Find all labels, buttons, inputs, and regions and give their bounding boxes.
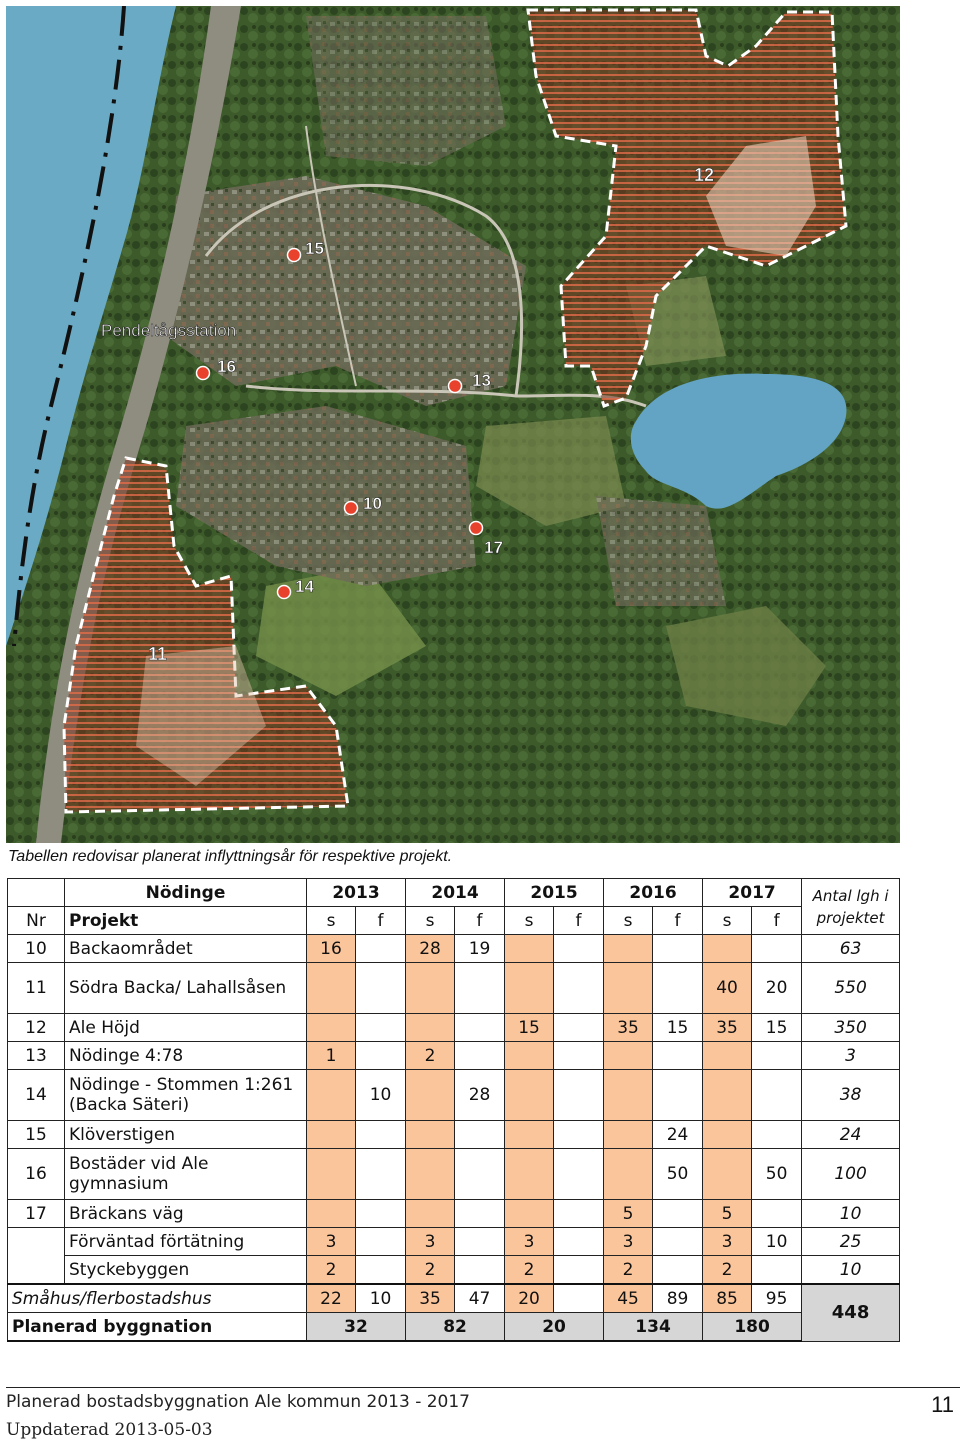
cell	[752, 1256, 802, 1285]
cell: 89	[653, 1284, 703, 1313]
table-row	[8, 1014, 900, 1042]
page-number: 11	[931, 1392, 954, 1417]
s-header: s	[406, 907, 455, 935]
row-total: 10	[802, 1256, 900, 1285]
f-header: f	[653, 907, 703, 935]
cell	[653, 1200, 703, 1228]
year-header: 2017	[703, 879, 802, 907]
cell: 10	[356, 1284, 406, 1313]
s-header: s	[505, 907, 554, 935]
f-header: f	[752, 907, 802, 935]
table-row	[8, 1149, 900, 1200]
cell: 35	[703, 1014, 752, 1042]
marker-label: 16	[217, 357, 236, 376]
cell	[455, 1042, 505, 1070]
region-header: Nödinge	[65, 879, 307, 907]
cell: 28	[406, 935, 455, 963]
cell	[406, 1149, 455, 1200]
cell: 19	[455, 935, 505, 963]
cell: 35	[406, 1284, 455, 1313]
table-row	[8, 1228, 900, 1256]
cell	[554, 1042, 604, 1070]
projekt-header: Projekt	[65, 907, 307, 935]
year-total: 20	[505, 1313, 604, 1342]
cell	[455, 1121, 505, 1149]
row-nr: 11	[8, 963, 65, 1014]
row-project: Nödinge - Stommen 1:261 (Backa Säteri)	[65, 1070, 307, 1121]
smahus-label: Småhus/flerbostadshus	[8, 1284, 307, 1313]
cell: 24	[653, 1121, 703, 1149]
row-nr: 12	[8, 1014, 65, 1042]
cell	[752, 1200, 802, 1228]
cell	[554, 1200, 604, 1228]
cell	[752, 935, 802, 963]
cell: 3	[703, 1228, 752, 1256]
cell	[703, 1070, 752, 1121]
table-row	[8, 963, 900, 1014]
row-project: Förväntad förtätning	[65, 1228, 307, 1256]
cell	[307, 1200, 356, 1228]
marker-label: 17	[484, 538, 503, 557]
row-total: 63	[802, 935, 900, 963]
row-nr: 16	[8, 1149, 65, 1200]
cell: 16	[307, 935, 356, 963]
cell	[356, 1200, 406, 1228]
cell: 40	[703, 963, 752, 1014]
row-total: 25	[802, 1228, 900, 1256]
cell	[356, 1228, 406, 1256]
s-header: s	[703, 907, 752, 935]
row-project: Södra Backa/ Lahallsåsen	[65, 963, 307, 1014]
empty-cell	[8, 879, 65, 907]
cell	[356, 935, 406, 963]
cell	[505, 935, 554, 963]
planerad-row	[8, 1313, 900, 1342]
row-total: 550	[802, 963, 900, 1014]
cell	[554, 1121, 604, 1149]
cell: 2	[505, 1256, 554, 1285]
area-label-12: 12	[694, 165, 715, 185]
cell	[505, 1200, 554, 1228]
cell	[455, 1149, 505, 1200]
cell	[604, 963, 653, 1014]
table-caption: Tabellen redovisar planerat inflyttningsår för respektive projekt.	[8, 848, 453, 865]
cell	[653, 1256, 703, 1285]
grand-total: 448	[802, 1284, 900, 1341]
cell: 5	[604, 1200, 653, 1228]
cell: 20	[505, 1284, 554, 1313]
footer-date: Uppdaterad 2013-05-03	[6, 1420, 213, 1440]
cell	[307, 1121, 356, 1149]
cell	[406, 1014, 455, 1042]
cell	[505, 1070, 554, 1121]
cell	[307, 963, 356, 1014]
cell: 2	[604, 1256, 653, 1285]
cell	[307, 1149, 356, 1200]
cell	[554, 963, 604, 1014]
cell	[752, 1070, 802, 1121]
cell: 28	[455, 1070, 505, 1121]
year-total: 82	[406, 1313, 505, 1342]
planerad-label: Planerad byggnation	[8, 1313, 307, 1342]
s-header: s	[604, 907, 653, 935]
f-header: f	[455, 907, 505, 935]
cell	[505, 963, 554, 1014]
row-total: 24	[802, 1121, 900, 1149]
cell: 1	[307, 1042, 356, 1070]
marker-label: 15	[305, 239, 324, 258]
cell: 3	[307, 1228, 356, 1256]
cell	[356, 1121, 406, 1149]
cell	[307, 1014, 356, 1042]
cell	[703, 1149, 752, 1200]
cell: 10	[752, 1228, 802, 1256]
cell	[505, 1149, 554, 1200]
area-label-11: 11	[148, 644, 168, 664]
row-nr: 13	[8, 1042, 65, 1070]
table-row	[8, 1256, 900, 1285]
cell	[752, 1121, 802, 1149]
cell	[604, 1042, 653, 1070]
row-total: 100	[802, 1149, 900, 1200]
cell	[604, 935, 653, 963]
row-project: Bostäder vid Ale gymnasium	[65, 1149, 307, 1200]
cell	[554, 1149, 604, 1200]
cell	[554, 935, 604, 963]
cell: 15	[505, 1014, 554, 1042]
year-total: 180	[703, 1313, 802, 1342]
antal-header: Antal lgh i projektet	[802, 879, 900, 935]
cell	[554, 1284, 604, 1313]
table-row	[8, 1200, 900, 1228]
row-project: Backaområdet	[65, 935, 307, 963]
cell: 3	[406, 1228, 455, 1256]
row-nr: 15	[8, 1121, 65, 1149]
f-header: f	[356, 907, 406, 935]
station-label: Pendeltågsstation	[101, 321, 237, 340]
cell	[406, 1200, 455, 1228]
year-header: 2014	[406, 879, 505, 907]
cell	[406, 1121, 455, 1149]
row-nr	[8, 1228, 65, 1256]
row-total: 10	[802, 1200, 900, 1228]
year-total: 134	[604, 1313, 703, 1342]
cell	[455, 1200, 505, 1228]
cell: 2	[406, 1256, 455, 1285]
year-header: 2013	[307, 879, 406, 907]
cell	[752, 1042, 802, 1070]
cell	[406, 1070, 455, 1121]
cell: 15	[653, 1014, 703, 1042]
marker-label: 10	[363, 494, 382, 513]
cell	[356, 1042, 406, 1070]
footer-divider	[6, 1387, 960, 1388]
cell	[653, 963, 703, 1014]
row-project: Nödinge 4:78	[65, 1042, 307, 1070]
cell	[455, 1228, 505, 1256]
table-row	[8, 935, 900, 963]
marker-label: 13	[472, 371, 491, 390]
cell: 10	[356, 1070, 406, 1121]
row-nr: 10	[8, 935, 65, 963]
cell: 2	[703, 1256, 752, 1285]
cell: 50	[653, 1149, 703, 1200]
smahus-row	[8, 1284, 900, 1313]
row-nr	[8, 1256, 65, 1285]
cell	[505, 1121, 554, 1149]
row-total: 3	[802, 1042, 900, 1070]
cell: 22	[307, 1284, 356, 1313]
row-project: Klöverstigen	[65, 1121, 307, 1149]
row-nr: 14	[8, 1070, 65, 1121]
cell	[406, 963, 455, 1014]
marker-label: 14	[295, 577, 314, 596]
cell: 3	[604, 1228, 653, 1256]
cell	[604, 1149, 653, 1200]
cell	[653, 1070, 703, 1121]
year-total: 32	[307, 1313, 406, 1342]
cell: 20	[752, 963, 802, 1014]
cell	[455, 1256, 505, 1285]
cell	[356, 963, 406, 1014]
cell: 85	[703, 1284, 752, 1313]
cell	[604, 1121, 653, 1149]
cell	[653, 1228, 703, 1256]
cell	[455, 963, 505, 1014]
cell	[356, 1014, 406, 1042]
cell: 95	[752, 1284, 802, 1313]
cell: 15	[752, 1014, 802, 1042]
cell	[554, 1070, 604, 1121]
nr-header: Nr	[8, 907, 65, 935]
cell	[307, 1070, 356, 1121]
cell	[356, 1256, 406, 1285]
cell	[703, 935, 752, 963]
cell	[554, 1014, 604, 1042]
cell	[554, 1256, 604, 1285]
footer-title: Planerad bostadsbyggnation Ale kommun 2013 - 2017	[6, 1392, 470, 1412]
row-project: Ale Höjd	[65, 1014, 307, 1042]
cell	[604, 1070, 653, 1121]
cell	[554, 1228, 604, 1256]
cell	[356, 1149, 406, 1200]
header-row-sf	[8, 907, 900, 935]
cell: 3	[505, 1228, 554, 1256]
f-header: f	[554, 907, 604, 935]
cell: 2	[307, 1256, 356, 1285]
row-total: 38	[802, 1070, 900, 1121]
row-nr: 17	[8, 1200, 65, 1228]
cell	[653, 935, 703, 963]
header-row-years	[8, 879, 900, 907]
aerial-map	[6, 6, 900, 843]
table-row	[8, 1121, 900, 1149]
row-total: 350	[802, 1014, 900, 1042]
cell	[505, 1042, 554, 1070]
year-header: 2016	[604, 879, 703, 907]
cell	[703, 1121, 752, 1149]
cell	[455, 1014, 505, 1042]
s-header: s	[307, 907, 356, 935]
cell	[703, 1042, 752, 1070]
cell: 35	[604, 1014, 653, 1042]
year-header: 2015	[505, 879, 604, 907]
cell: 50	[752, 1149, 802, 1200]
row-project: Bräckans väg	[65, 1200, 307, 1228]
cell: 5	[703, 1200, 752, 1228]
cell	[653, 1042, 703, 1070]
table-row	[8, 1070, 900, 1121]
planning-table	[7, 878, 900, 1342]
row-project: Styckebyggen	[65, 1256, 307, 1285]
cell: 45	[604, 1284, 653, 1313]
cell: 47	[455, 1284, 505, 1313]
table-row	[8, 1042, 900, 1070]
cell: 2	[406, 1042, 455, 1070]
